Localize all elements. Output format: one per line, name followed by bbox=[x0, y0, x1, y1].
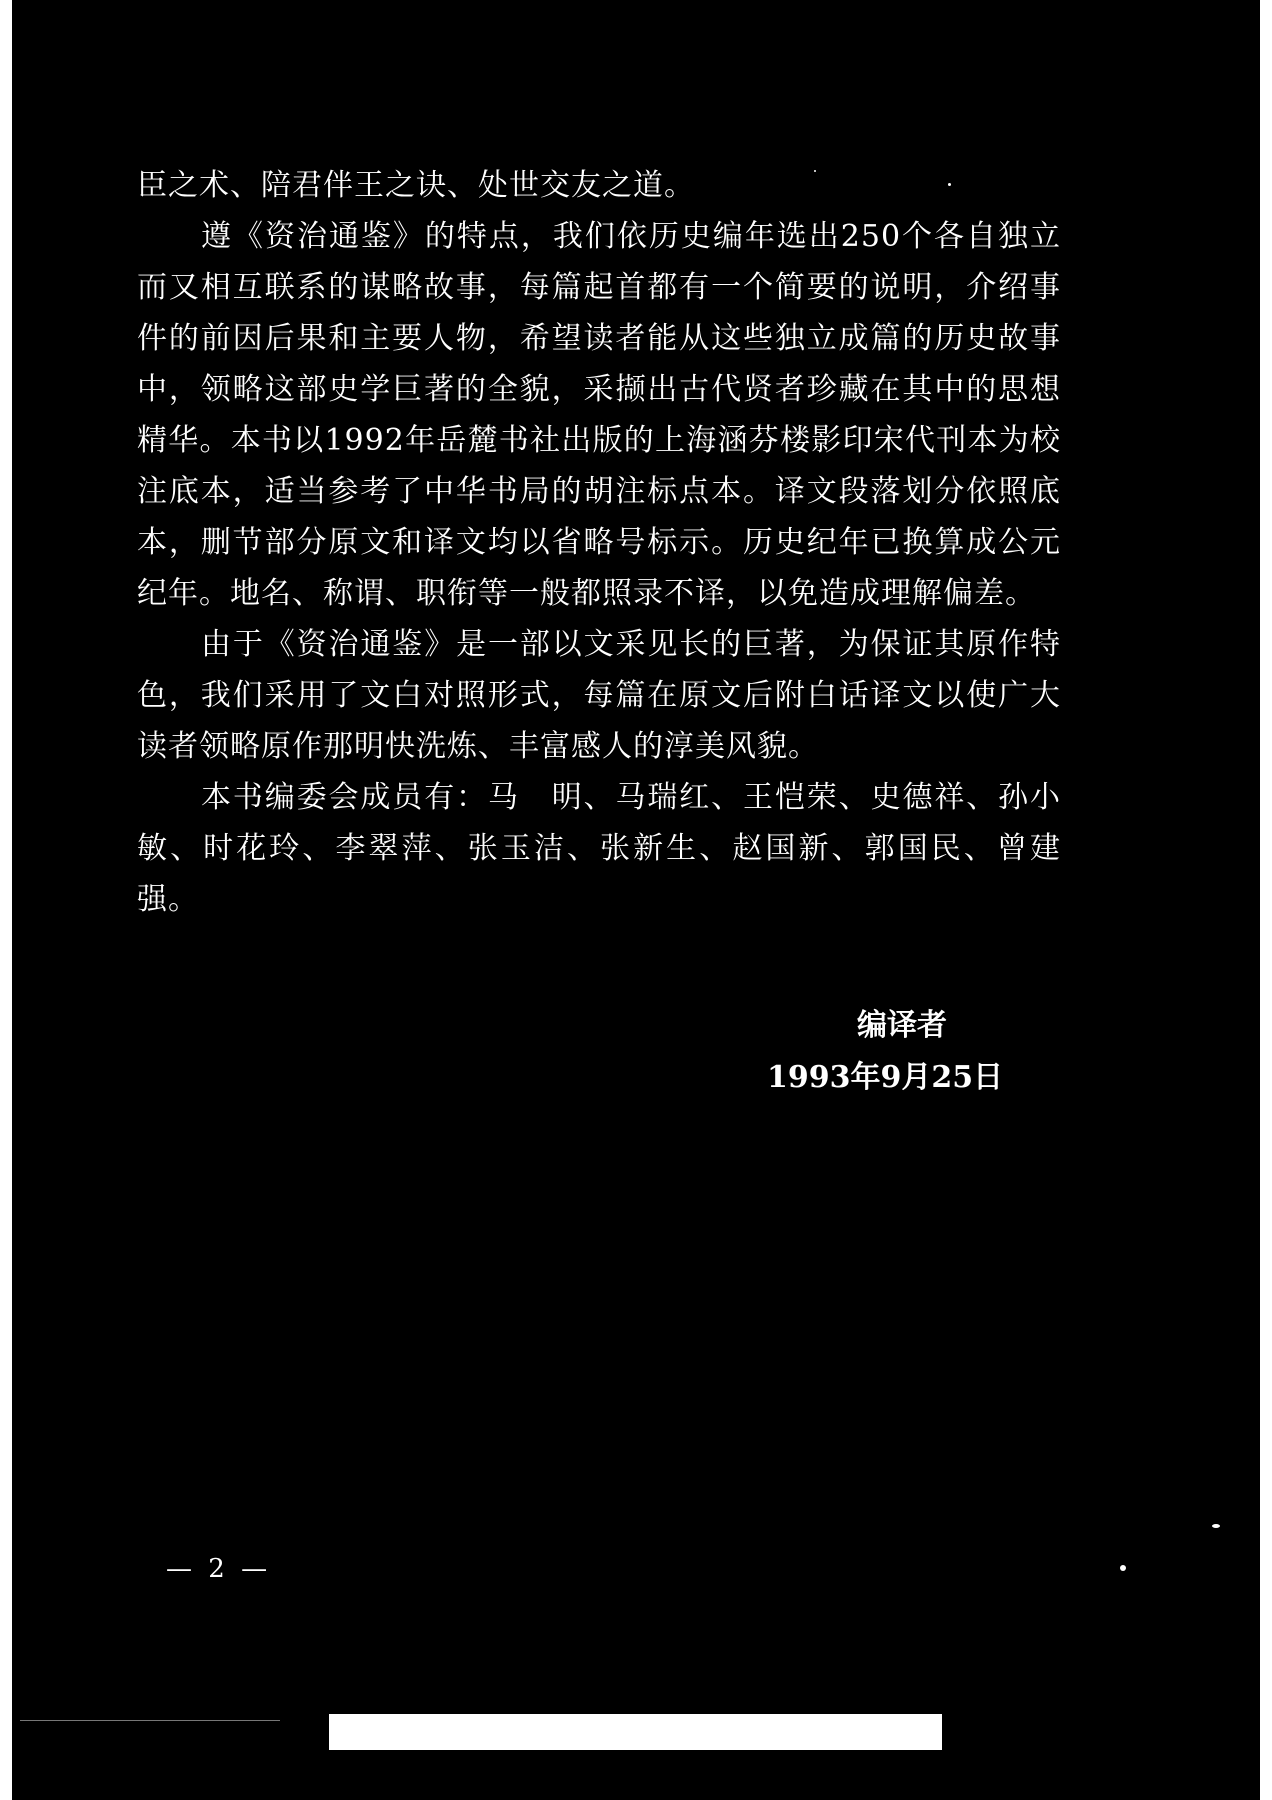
scan-border-right bbox=[1260, 0, 1272, 1800]
signature-date: 1993年9月25日 bbox=[767, 1060, 1004, 1095]
paragraph-continuation: 臣之术、陪君伴王之诀、处世交友之道。 bbox=[137, 168, 695, 203]
paragraph-selection-method: 遵《资治通鉴》的特点，我们依历史编年选出250个各自独立而又相互联系的谋略故事，每篇起首都有一个简要的说明，介绍事件的前因后果和主要人物，希望读者能从这些独立成篇的历史故事中，领略这部史学巨著的全貌，采撷出古代贤者珍藏在其中的思想精华。本书以1992年岳麓书社出版的上海涵芬楼影印宋代刊本为校注底本，适当参考了中华书局的胡注标点本。译文段落划分依照底本，删节部分原文和译文均以省略号标示。历史纪年已换算成公元纪年。地名、称谓、职衔等一般都照录不译，以免造成理解偏差。 bbox=[137, 219, 1061, 611]
signature-author: 编译者 bbox=[857, 1008, 947, 1043]
body-text bbox=[137, 160, 1061, 925]
scan-artifact-line bbox=[20, 1720, 280, 1721]
paragraph-editorial-board: 本书编委会成员有：马 明、马瑞红、王恺荣、史德祥、孙小敏、时花玲、李翠萍、张玉洁、张新生、赵国新、郭国民、曾建强。 bbox=[137, 780, 1061, 917]
scan-speck bbox=[1212, 1524, 1220, 1528]
redaction-bar bbox=[329, 1714, 942, 1750]
scan-speck bbox=[814, 170, 816, 172]
scan-speck bbox=[948, 183, 951, 186]
scan-border-left bbox=[0, 0, 12, 1800]
paragraph-format: 由于《资治通鉴》是一部以文采见长的巨著，为保证其原作特色，我们采用了文白对照形式，每篇在原文后附白话译文以使广大读者领略原作那明快洗炼、丰富感人的淳美风貌。 bbox=[137, 627, 1061, 764]
signature-block bbox=[700, 1000, 1080, 1104]
scan-speck bbox=[1120, 1565, 1126, 1571]
page-number: — 2 — bbox=[166, 1554, 272, 1584]
